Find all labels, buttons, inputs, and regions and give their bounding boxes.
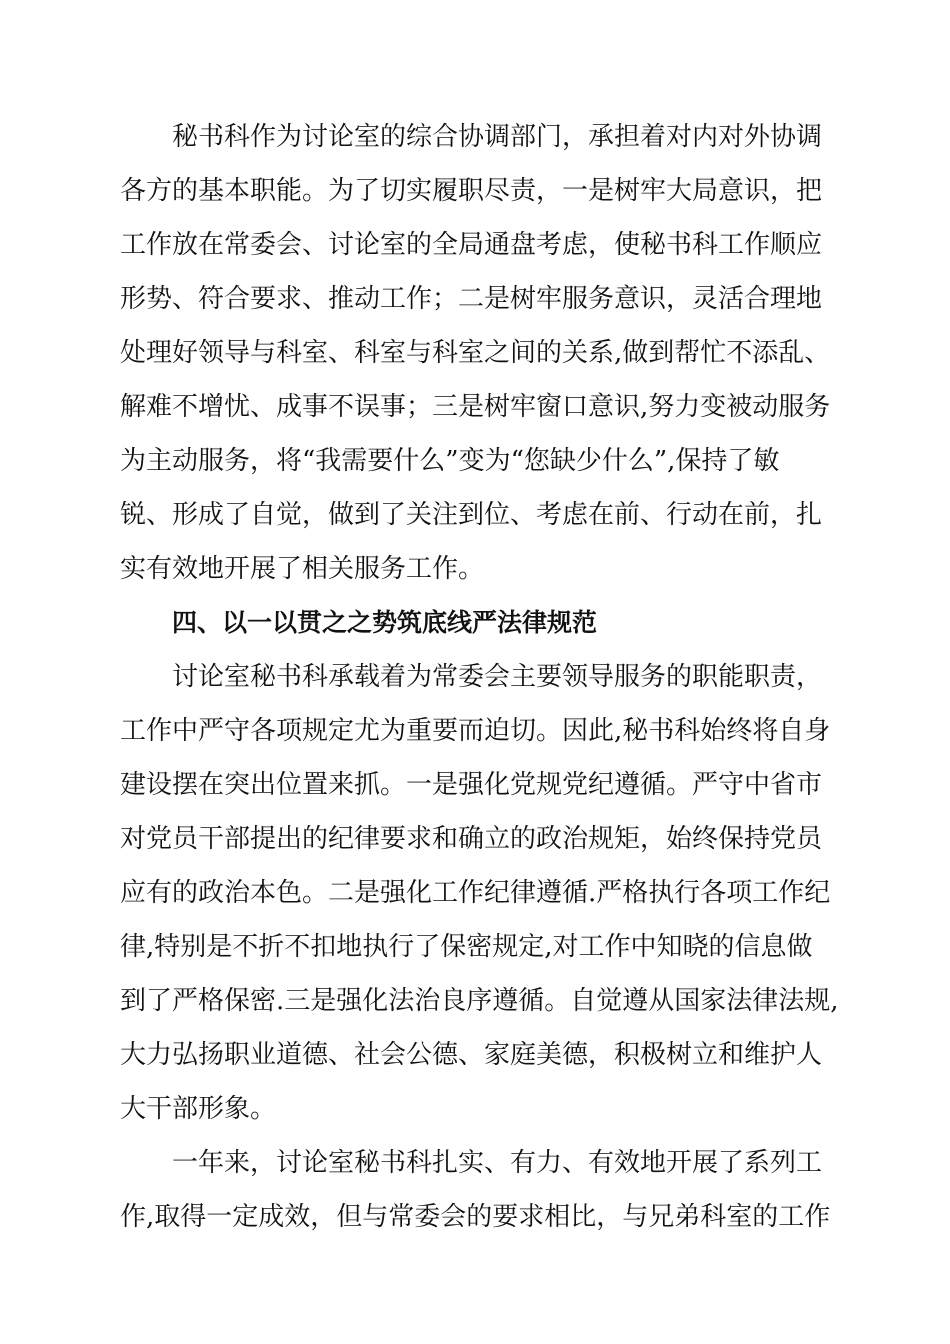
paragraph-secretary-role xyxy=(120,110,850,596)
section-heading: 四、以一以贯之之势筑底线严法律规范 xyxy=(172,608,598,637)
paragraph-summary xyxy=(120,1136,850,1244)
text-line: 对党员干部提出的纪律要求和确立的政治规矩，始终保持党员 xyxy=(120,824,823,854)
paragraph-discipline xyxy=(120,650,850,1136)
text-line: 形势、符合要求、推动工作；二是树牢服务意识，灵活合理地 xyxy=(120,284,823,314)
text-line: 大力弘扬职业道德、社会公德、家庭美德，积极树立和维护人 xyxy=(120,1040,823,1070)
text-line: 律,特别是不折不扣地执行了保密规定,对工作中知晓的信息做 xyxy=(120,932,813,962)
document-body xyxy=(120,110,850,1244)
text-line: 解难不增忧、成事不误事；三是树牢窗口意识,努力变被动服务 xyxy=(120,392,831,422)
text-line: 工作放在常委会、讨论室的全局通盘考虑，使秘书科工作顺应 xyxy=(120,230,823,260)
text-line: 到了严格保密.三是强化法治良序遵循。自觉遵从国家法律法规, xyxy=(120,986,839,1016)
text-line: 秘书科作为讨论室的综合协调部门，承担着对内对外协调 xyxy=(172,122,823,152)
text-line: 大干部形象。 xyxy=(120,1094,277,1124)
text-line: 各方的基本职能。为了切实履职尽责，一是树牢大局意识，把 xyxy=(120,176,823,206)
text-line: 锐、形成了自觉，做到了关注到位、考虑在前、行动在前，扎 xyxy=(120,500,823,530)
text-line: 处理好领导与科室、科室与科室之间的关系,做到帮忙不添乱、 xyxy=(120,338,831,368)
text-line: 实有效地开展了相关服务工作。 xyxy=(120,554,485,584)
text-line: 建设摆在突出位置来抓。一是强化党规党纪遵循。严守中省市 xyxy=(120,770,823,800)
text-line: 应有的政治本色。二是强化工作纪律遵循.严格执行各项工作纪 xyxy=(120,878,831,908)
text-line: 讨论室秘书科承载着为常委会主要领导服务的职能职责， xyxy=(172,662,823,692)
text-line: 作,取得一定成效，但与常委会的要求相比，与兄弟科室的工作 xyxy=(120,1202,831,1232)
text-line: 为主动服务，将“我需要什么”变为“您缺少什么”,保持了敏 xyxy=(120,446,780,476)
text-line: 工作中严守各项规定尤为重要而迫切。因此,秘书科始终将自身 xyxy=(120,716,831,746)
text-line: 一年来，讨论室秘书科扎实、有力、有效地开展了系列工 xyxy=(172,1148,823,1178)
